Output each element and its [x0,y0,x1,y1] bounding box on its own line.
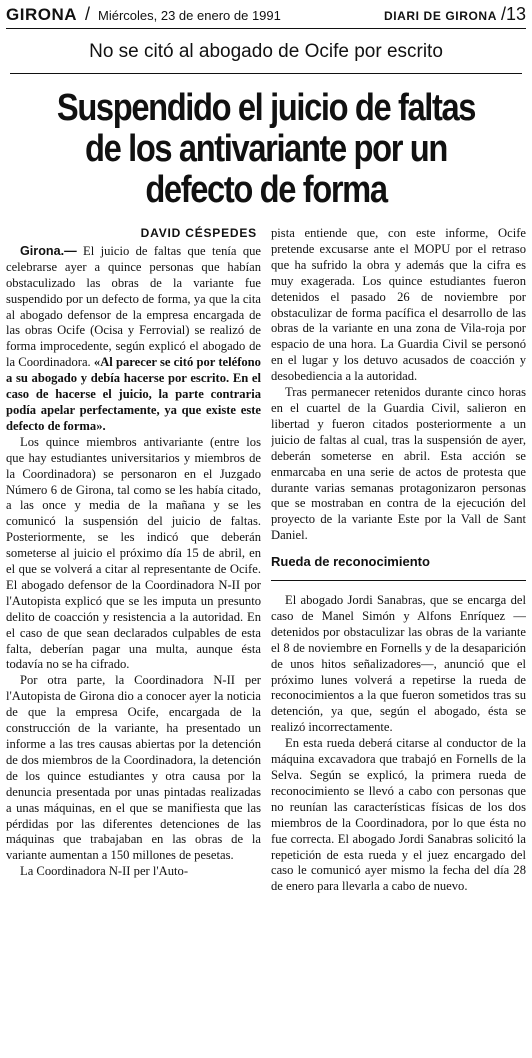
publication-date: Miércoles, 23 de enero de 1991 [98,8,281,23]
bold-quote: «Al parecer se citó por teléfono a su abogado y debía hacerse por escrito. En el caso de hacerse el juicio, la parte contraria podía apelar perfectamente, ya que existe este defecto de forma». [6,355,261,433]
article-paragraph: pista entiende que, con este informe, Ocife pretende excusarse ante el MOPU por el retraso que ha sufrido la obra y además que la cifra es muy exagerada. Los quince estudiantes fueron detenidos el pasado 26 de noviembre por obstaculizar de forma pacífica el desarrollo de las obras de la variante en una zona de Vila-roja por espacio de una hora. La Guardia Civil se personó en el lugar y los detuvo acusados de coacción y desobediencia a la autoridad. [271,226,526,384]
kicker-headline: No se citó al abogado de Ocife por escrito [89,41,443,62]
article-body [6,226,526,1054]
byline: DAVID CÉSPEDES [140,226,257,240]
article-paragraph [6,244,261,435]
dateline: Girona.— [20,243,77,258]
article-paragraph: El abogado Jordi Sanabras, que se encarga del caso de Manel Simón y Alfons Enríquez —detenidos por obstaculizar las obras de la variante el 8 de noviembre en Fornells y de la desaparición de unos hitos señalizadores—, anunció que el próximo lunes volverá a repetirse la rueda de reconocimientos a la que fueron sometidos tras su detención, ya que, según el abogado, ésta se realizó incorrectamente. [271,593,526,735]
article-paragraph: La Coordinadora N-II per l'Auto- [20,864,189,879]
article-paragraph: Por otra parte, la Coordinadora N-II per l'Autopista de Girona dio a conocer ayer la noticia de que la empresa Ocife, encargada de la construcción de la variante, ha presentado un informe a las tres causas abiertas por la detención de dos miembros de la Coordinadora, la detención de los quince estudiantes y otra causa por la denuncia presentada por unas pintadas realizadas a unas máquinas, en el que se manifiesta que las pérdidas por las diferentes detenciones de las máquinas que trabajaban en las obras de la variante aumentan a 150 millones de pesetas. [6,673,261,863]
newspaper-name: DIARI DE GIRONA [383,9,497,23]
subheading-divider [271,580,526,581]
article-column-2 [271,226,526,1054]
article-paragraph: Tras permanecer retenidos durante cinco horas en el cuartel de la Guardia Civil, salieron en libertad y fueron citados posteriormente a un juicio de faltas al cual, tras la suspensión de ayer, deberán someterse en abril. Esta acción se enmarcaba en una serie de actos de protesta que durante varias semanas protagonizaron personas que se mostraban en contra de la ejecución del proyecto de la variante Este por la Vall de Sant Daniel. [271,385,526,543]
article-paragraph: En esta rueda deberá citarse al conductor de la máquina excavadora que trabajó en Fornells de la Selva. Según se explicó, la primera rueda de reconocimiento se llevó a cabo con personas que no reunían las características físicas de los dos miembros de la Coordinadora, por lo que ésta no fue correcta. El abogado Jordi Sanabras solicitó la repetición de esta rueda y el juez encargado del caso le comunicó ayer mismo la fecha del día 28 de enero para llevarla a cabo de nuevo. [271,736,526,894]
masthead-right [384,4,526,25]
section-subheading: Rueda de reconocimiento [271,554,430,570]
main-headline: Suspendido el juicio de faltas de los antivariante por un defecto de forma [56,87,476,211]
section-name: GIRONA [6,5,77,24]
article-column-1 [6,226,261,1054]
masthead-separator: / [85,4,91,24]
masthead [6,4,526,29]
page-number: /13 [500,4,526,24]
paragraph-text: El juicio de faltas que tenía que celebrarse ayer a quince personas que habían obstaculizado las obras de la variante fue suspendido por un defecto de forma, ya que la cita al abogado defensor de la empresa encargada de las obras Ocife (Ocisa y Ferrovial) se realizó de forma improcedente, según explicó el abogado de la Coordinadora. [6,243,261,370]
kicker-divider [10,73,522,74]
article-paragraph: Los quince miembros antivariante (entre los que hay estudiantes universitarios y miembros de la Coordinadora) se personaron en el Juzgado Número 6 de Girona, tal como se les había citado, a las once y media de la mañana y se les comunicó la suspensión del juicio de faltas. Posteriormente, se les indicó que deberán someterse al juicio el próximo día 15 de abril, en el que se volverá a citar al representante de Ocife. El abogado defensor de la Coordinadora N-II por l'Autopista explicó que se les imputa un presunto delito de coacción y resistencia a la autoridad. En el caso de que sean declarados culpables de esta falta, deberían pagar una multa, aunque ésta todavía no se ha cifrado. [6,434,261,672]
